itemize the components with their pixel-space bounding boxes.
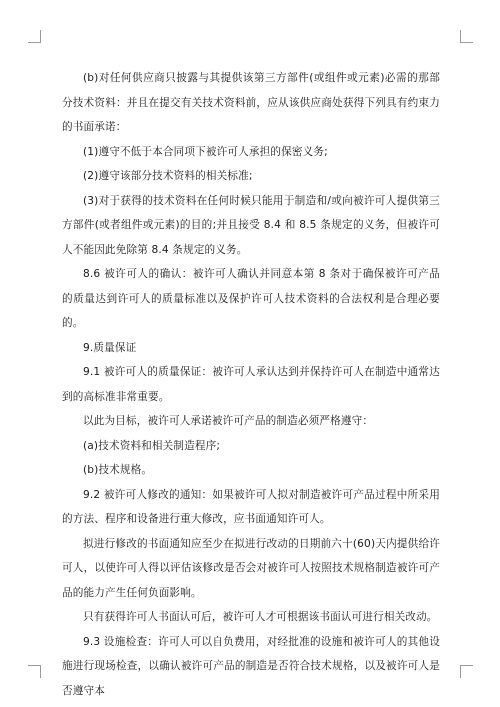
paragraph-clause-8-6: 8.6 被许可人的确认：被许可人确认并同意本第 8 条对于确保被许可产品的质量达到许可人的质量标准以及保护许可人技术资料的合法权利是合理必要的。 (62, 268, 440, 329)
paragraph-supplier-disclosure: (b)对任何供应商只披露与其提供该第三方部件(或组件或元素)必需的那部分技术资料：并且在提交有关技术资料前，应从该供应商处获得下列具有约束力的书面承诺： (62, 72, 440, 133)
document-body (62, 66, 440, 703)
paragraph-commitment: 以此为目标，被许可人承诺被许可产品的制造必须严格遵守： (83, 415, 374, 427)
paragraph-clause-9-2: 9.2 被许可人修改的通知：如果被许可人拟对制造被许可产品过程中所采用的方法、程序和设备进行重大修改，应书面通知许可人。 (62, 488, 440, 525)
list-item-a: (a)技术资料和相关制造程序; (83, 439, 221, 452)
list-item-b: (b)技术规格。 (83, 464, 153, 476)
paragraph-undertaking-3: (3)对于获得的技术资料在任何时候只能用于制造和/或向被许可人提供第三方部件(或者组件或元素)的目的;并且接受 8.4 和 8.5 条规定的义务，但被许可人不能因此免除第 8.4 条规定的义务。 (62, 194, 440, 256)
crop-mark-top-left (28, 30, 41, 43)
paragraph-undertaking-1: (1)遵守不低于本合同项下被许可人承担的保密义务; (83, 145, 328, 158)
paragraph-notice-period: 拟进行修改的书面通知应至少在拟进行改动的日期前六十(60)天内提供给许可人，以使许可人得以评估该修改是否会对被许可人按照技术规格制造被许可产品的能力产生任何负面影响。 (62, 537, 440, 599)
section-heading-quality: 9.质量保证 (83, 341, 137, 354)
crop-mark-bottom-right (460, 665, 473, 678)
paragraph-clause-9-3: 9.3 设施检查：许可人可以自负费用，对经批准的设施和被许可人的其他设施进行现场检查，以确认被许可产品的制造是否符合技术规格，以及被许可人是否遵守本 (62, 635, 440, 697)
crop-mark-bottom-left (28, 665, 41, 678)
paragraph-clause-9-1: 9.1 被许可人的质量保证：被许可人承认达到并保持许可人在制造中通常达到的高标准非常重要。 (62, 366, 440, 403)
paragraph-undertaking-2: (2)遵守该部分技术资料的相关标准; (83, 170, 253, 182)
paragraph-written-approval: 只有获得许可人书面认可后，被许可人才可根据该书面认可进行相关改动。 (83, 611, 438, 623)
crop-mark-top-right (460, 30, 473, 43)
